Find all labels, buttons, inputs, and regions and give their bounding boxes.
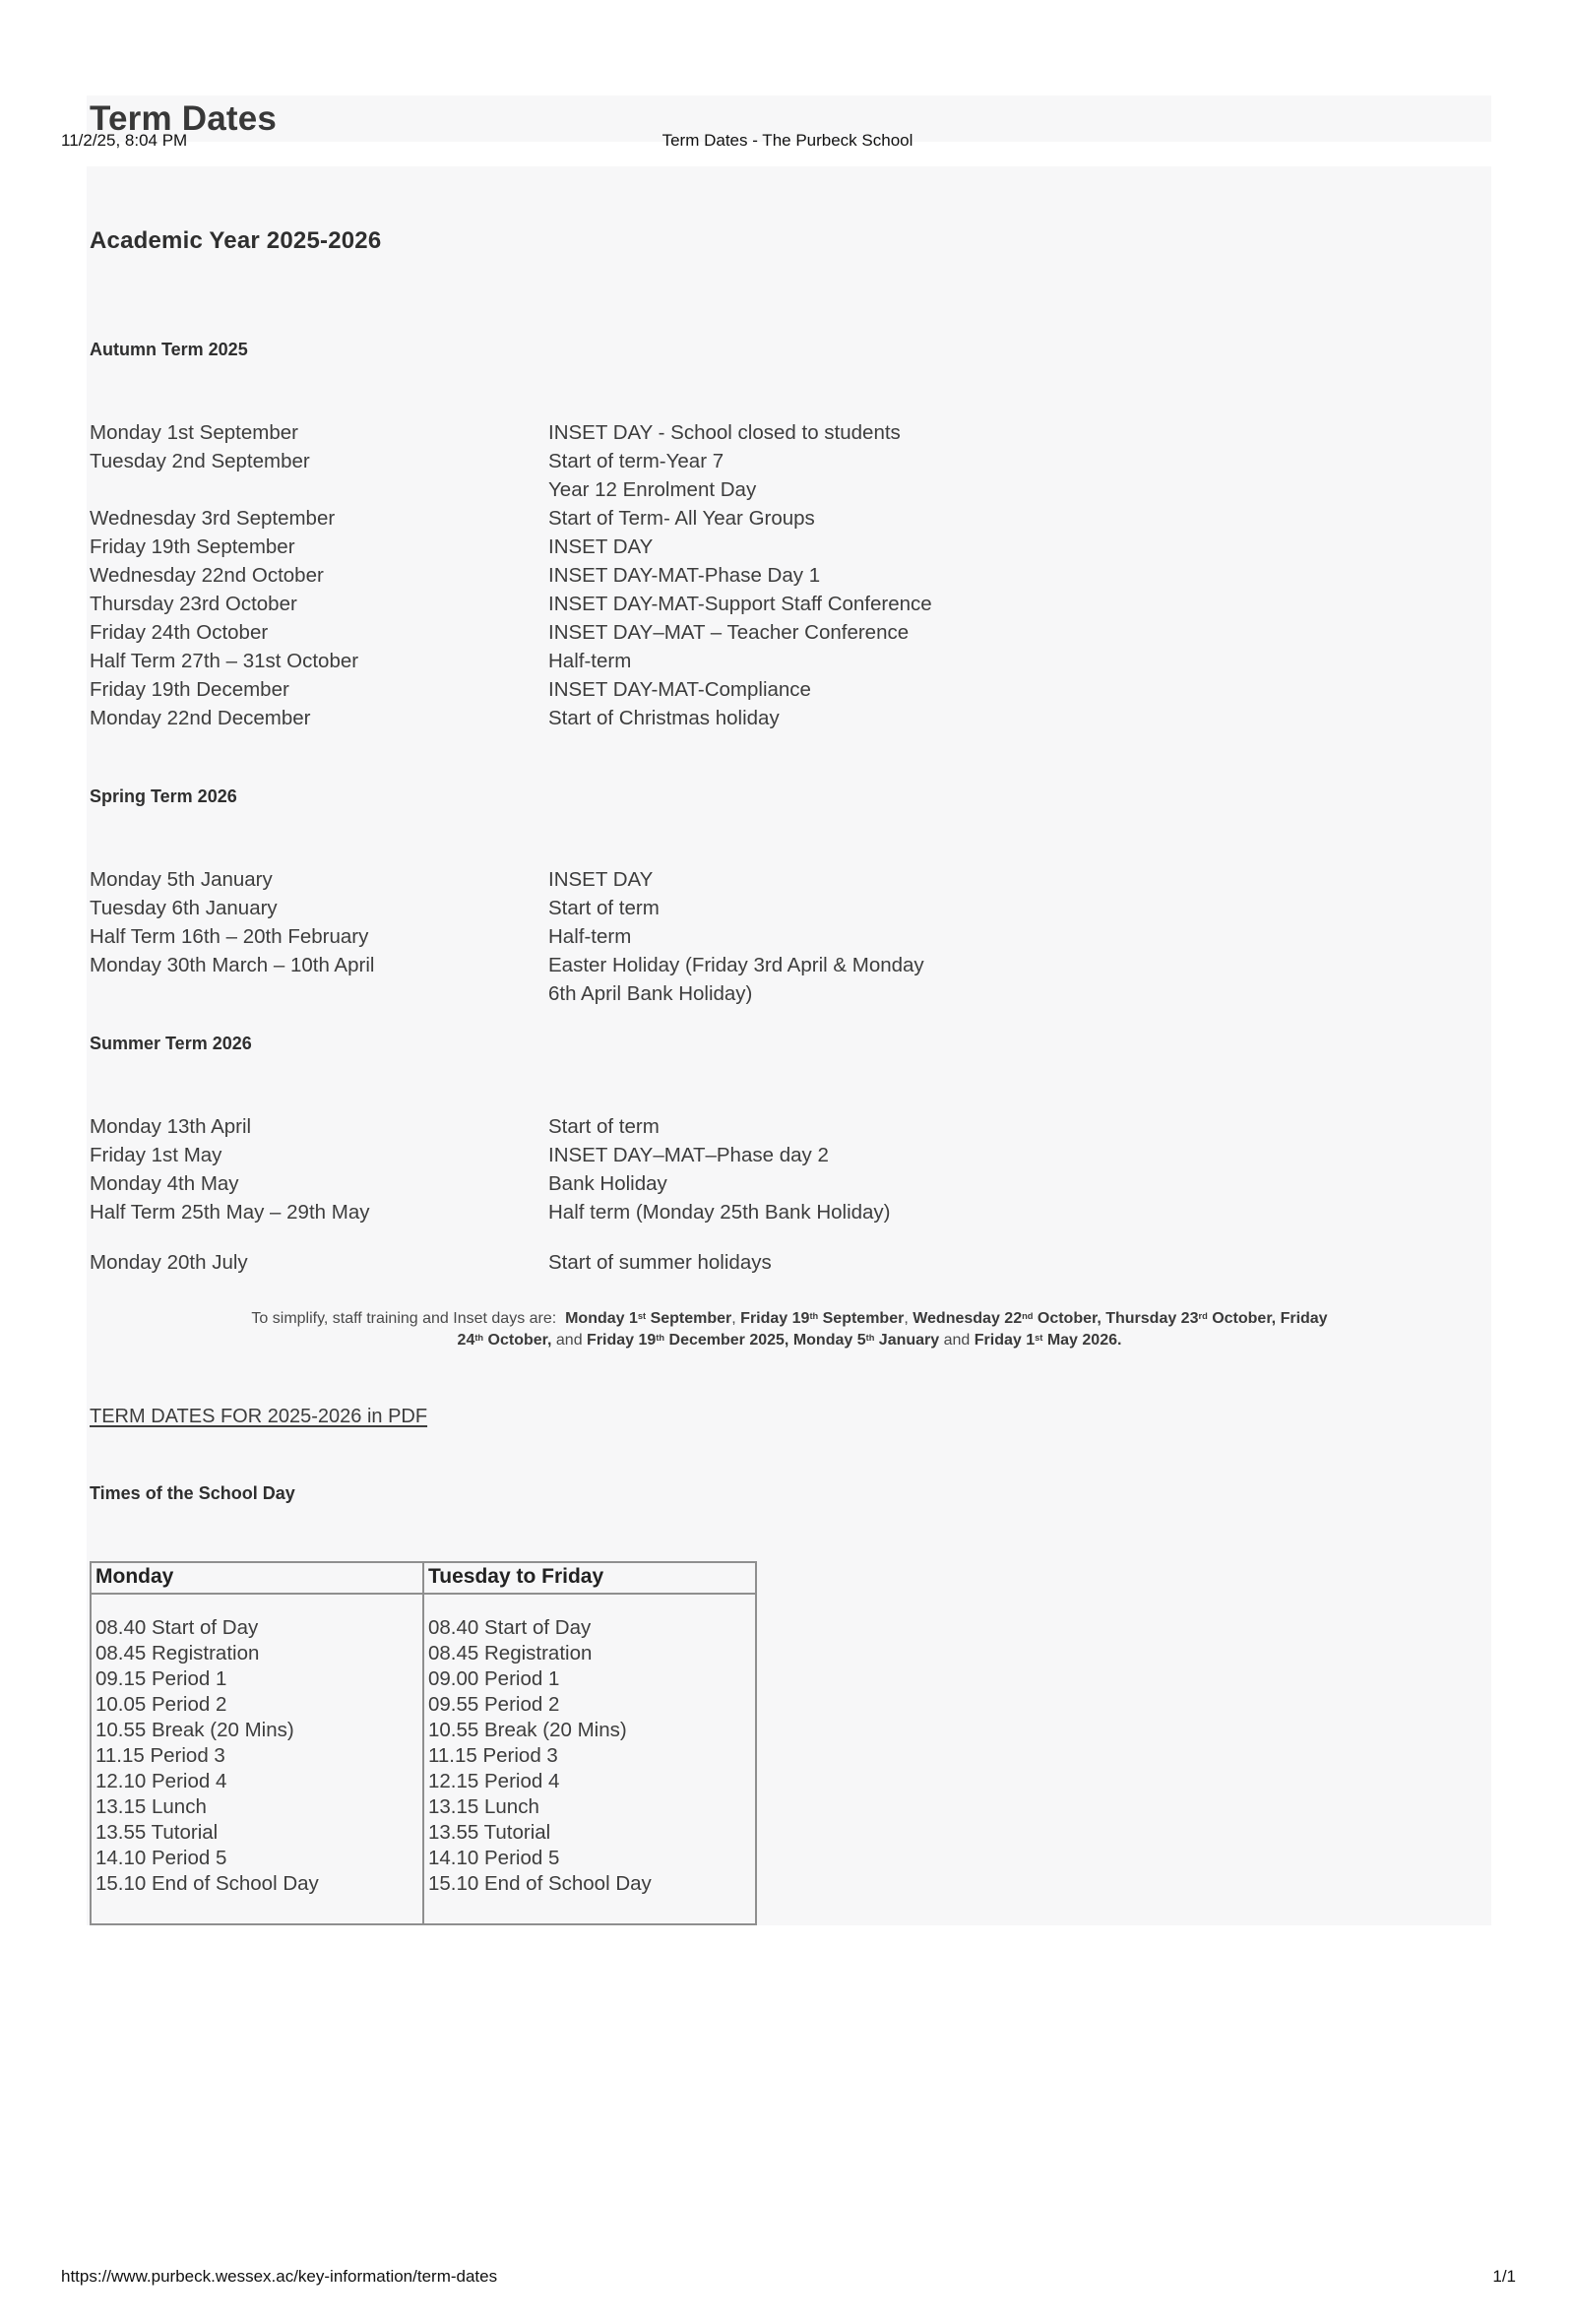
schedule-event — [548, 418, 1489, 447]
schedule-event-line: INSET DAY-MAT-Support Staff Conference — [548, 593, 932, 615]
schedule-date: Half Term 27th – 31st October — [90, 650, 359, 672]
note-segment: th — [656, 1332, 665, 1343]
content-area — [87, 166, 1491, 1925]
term-section — [90, 786, 1489, 1008]
times-entry: 08.45 Registration — [95, 1642, 260, 1664]
inset-days-note — [129, 1308, 1450, 1351]
note-segment: th — [809, 1310, 819, 1321]
note-segment: st — [1035, 1332, 1043, 1343]
schedule-date: Half Term 16th – 20th February — [90, 925, 369, 948]
schedule-date: Monday 5th January — [90, 868, 273, 891]
times-entry: 11.15 Period 3 — [95, 1744, 225, 1767]
print-footer — [61, 2267, 1516, 2287]
schedule-event — [548, 618, 1489, 647]
print-page-number: 1/1 — [1492, 2267, 1516, 2286]
print-doc-title: Term Dates - The Purbeck School — [662, 131, 914, 150]
note-segment: Friday 1 — [974, 1332, 1036, 1349]
note-segment: Friday 19 — [587, 1332, 657, 1349]
note-segment: nd — [1022, 1310, 1034, 1321]
schedule-date: Tuesday 2nd September — [90, 450, 310, 472]
schedule-date: Friday 24th October — [90, 621, 269, 644]
note-segment: September — [646, 1310, 732, 1327]
academic-year-heading: Academic Year 2025-2026 — [90, 227, 382, 254]
schedule-event — [548, 922, 1489, 951]
schedule-event — [548, 951, 1489, 1008]
times-entry: 08.45 Registration — [428, 1642, 593, 1664]
times-table-body-row — [91, 1594, 756, 1924]
note-segment: and — [939, 1332, 975, 1349]
term-heading: Summer Term 2026 — [90, 1034, 252, 1053]
schedule-event-line: INSET DAY-MAT-Compliance — [548, 678, 811, 701]
schedule-date: Friday 19th September — [90, 535, 295, 558]
note-segment: rd — [1198, 1310, 1208, 1321]
schedule-event-line: Start of Christmas holiday — [548, 707, 780, 729]
note-segment: January — [874, 1332, 940, 1349]
schedule-event — [548, 504, 1489, 533]
inset-days-note-line — [129, 1330, 1450, 1351]
times-entry: 12.15 Period 4 — [428, 1770, 560, 1792]
schedule-event-line: INSET DAY–MAT – Teacher Conference — [548, 621, 910, 644]
schedule-event — [548, 590, 1489, 618]
times-col-header: Tuesday to Friday — [423, 1562, 756, 1594]
note-segment: th — [865, 1332, 875, 1343]
schedule-event-line: Half term (Monday 25th Bank Holiday) — [548, 1201, 891, 1224]
note-segment: September — [818, 1310, 905, 1327]
schedule-event — [548, 1248, 1489, 1277]
note-segment: th — [474, 1332, 484, 1343]
note-segment: December 2025, Monday 5 — [664, 1332, 866, 1349]
schedule-event-line: Start of term — [548, 1115, 660, 1138]
times-entry: 14.10 Period 5 — [428, 1847, 560, 1869]
note-segment: Friday 19 — [740, 1310, 810, 1327]
times-entry: 13.15 Lunch — [428, 1795, 539, 1818]
schedule-date: Monday 4th May — [90, 1172, 239, 1195]
print-url: https://www.purbeck.wessex.ac/key-information/term-dates — [61, 2267, 498, 2286]
note-segment: October, Friday — [1207, 1310, 1328, 1327]
times-entry: 09.55 Period 2 — [428, 1693, 560, 1716]
schedule-event — [548, 865, 1489, 894]
times-entry: 09.00 Period 1 — [428, 1667, 560, 1690]
schedule-event — [548, 1198, 1489, 1226]
times-col-cell — [423, 1594, 756, 1924]
schedule-date: Wednesday 22nd October — [90, 564, 324, 587]
term-schedule — [90, 418, 1489, 732]
inset-days-note-line — [129, 1308, 1450, 1330]
times-entry: 11.15 Period 3 — [428, 1744, 558, 1767]
schedule-event — [548, 894, 1489, 922]
schedule-event-line: Start of summer holidays — [548, 1251, 772, 1274]
note-segment: st — [637, 1310, 647, 1321]
schedule-date: Monday 30th March – 10th April — [90, 954, 375, 976]
print-datetime: 11/2/25, 8:04 PM — [61, 131, 188, 150]
schedule-event — [548, 647, 1489, 675]
schedule-event-line: INSET DAY-MAT-Phase Day 1 — [548, 564, 821, 587]
times-entry: 10.55 Break (20 Mins) — [95, 1719, 294, 1741]
note-segment: May 2026. — [1042, 1332, 1122, 1349]
term-section — [90, 340, 1489, 732]
note-segment: October, Thursday 23 — [1033, 1310, 1199, 1327]
schedule-event-line: Easter Holiday (Friday 3rd April & Monday — [548, 954, 924, 976]
times-col-cell — [91, 1594, 423, 1924]
times-entry: 10.55 Break (20 Mins) — [428, 1719, 627, 1741]
note-segment: Wednesday 22 — [913, 1310, 1023, 1327]
note-segment: 24 — [457, 1332, 475, 1349]
times-table — [90, 1561, 757, 1925]
times-entry: 13.55 Tutorial — [428, 1821, 551, 1844]
schedule-event — [548, 533, 1489, 561]
times-entry: 09.15 Period 1 — [95, 1667, 227, 1690]
times-entry: 15.10 End of School Day — [95, 1872, 319, 1895]
schedule-event-line: Year 12 Enrolment Day — [548, 478, 757, 501]
schedule-event — [548, 704, 1489, 732]
schedule-event — [548, 561, 1489, 590]
schedule-date: Monday 22nd December — [90, 707, 311, 729]
note-segment: To simplify, staff training and Inset days are: — [251, 1310, 566, 1327]
schedule-event-line: Bank Holiday — [548, 1172, 667, 1195]
schedule-date: Friday 1st May — [90, 1144, 222, 1166]
schedule-event — [548, 1141, 1489, 1169]
schedule-date: Wednesday 3rd September — [90, 507, 336, 530]
schedule-event — [548, 1169, 1489, 1198]
note-segment: , — [731, 1310, 741, 1327]
schedule-event — [548, 1112, 1489, 1141]
schedule-event-line: Half-term — [548, 650, 632, 672]
schedule-date: Monday 13th April — [90, 1115, 252, 1138]
times-entry: 10.05 Period 2 — [95, 1693, 227, 1716]
schedule-date: Half Term 25th May – 29th May — [90, 1201, 370, 1224]
times-entry: 12.10 Period 4 — [95, 1770, 227, 1792]
note-segment: , — [904, 1310, 914, 1327]
note-segment: October, — [483, 1332, 552, 1349]
note-segment: Monday 1 — [565, 1310, 638, 1327]
times-entry: 14.10 Period 5 — [95, 1847, 227, 1869]
schedule-date: Tuesday 6th January — [90, 897, 278, 919]
schedule-event-line: 6th April Bank Holiday) — [548, 982, 753, 1005]
times-of-day-heading: Times of the School Day — [90, 1483, 295, 1503]
times-entry: 13.15 Lunch — [95, 1795, 207, 1818]
term-section — [90, 1034, 1489, 1277]
term-dates-pdf-link[interactable]: TERM DATES FOR 2025-2026 in PDF — [90, 1406, 428, 1427]
schedule-date: Thursday 23rd October — [90, 593, 297, 615]
schedule-event-line: INSET DAY–MAT–Phase day 2 — [548, 1144, 829, 1166]
times-entry: 08.40 Start of Day — [95, 1616, 259, 1639]
schedule-event-line: Start of term — [548, 897, 660, 919]
schedule-event-line: Half-term — [548, 925, 632, 948]
schedule-event-line: INSET DAY - School closed to students — [548, 421, 901, 444]
schedule-event — [548, 447, 1489, 504]
term-schedule — [90, 865, 1489, 1008]
times-table-header-row — [91, 1562, 756, 1594]
schedule-date: Monday 1st September — [90, 421, 298, 444]
term-schedule — [90, 1112, 1489, 1277]
times-entry: 08.40 Start of Day — [428, 1616, 592, 1639]
times-entry: 15.10 End of School Day — [428, 1872, 652, 1895]
term-heading: Autumn Term 2025 — [90, 340, 248, 359]
note-segment: and — [551, 1332, 588, 1349]
schedule-date: Monday 20th July — [90, 1251, 248, 1274]
schedule-event — [548, 675, 1489, 704]
schedule-event-line: INSET DAY — [548, 535, 654, 558]
schedule-spacer — [90, 1226, 1489, 1248]
schedule-event-line: Start of Term- All Year Groups — [548, 507, 815, 530]
schedule-event-line: Start of term-Year 7 — [548, 450, 724, 472]
page-title: Term Dates — [87, 95, 1491, 142]
times-entry: 13.55 Tutorial — [95, 1821, 219, 1844]
print-header — [0, 131, 1575, 155]
term-heading: Spring Term 2026 — [90, 786, 237, 806]
terms-list — [90, 340, 1489, 1277]
schedule-event-line: INSET DAY — [548, 868, 654, 891]
schedule-date: Friday 19th December — [90, 678, 289, 701]
times-col-header: Monday — [91, 1562, 423, 1594]
